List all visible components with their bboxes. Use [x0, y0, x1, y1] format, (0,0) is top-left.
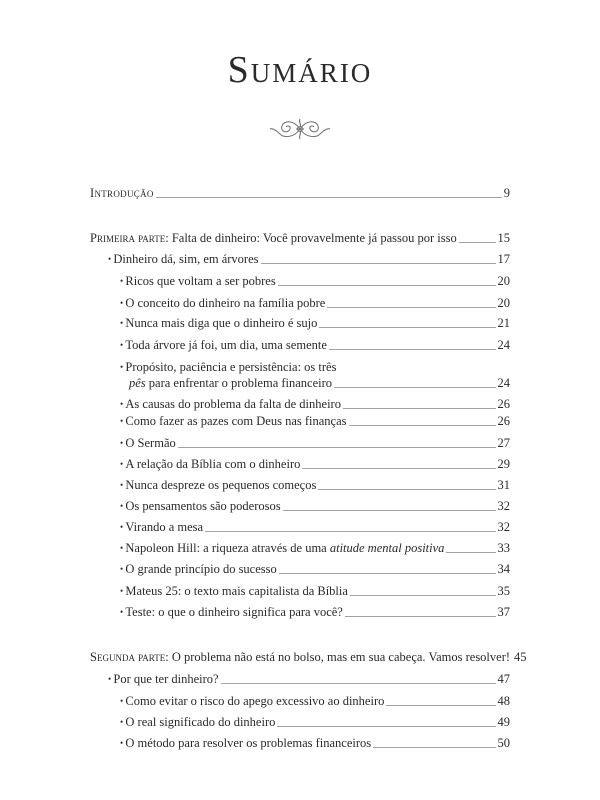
toc-page: 49 [497, 715, 510, 729]
toc-label-italic: pês [129, 376, 146, 390]
toc-entry[interactable] [120, 274, 510, 289]
toc-entry[interactable] [120, 338, 510, 353]
toc-page: 27 [497, 436, 510, 450]
leader-dots [319, 327, 495, 328]
toc-page: 34 [497, 562, 510, 576]
part-title: : Falta de dinheiro: Você provavelmente já passou por isso [165, 231, 457, 245]
toc-entry[interactable] [120, 414, 510, 429]
part-prefix: Segunda parte [90, 650, 166, 664]
page-title: Sumário [227, 49, 373, 91]
leader-dots [283, 510, 496, 511]
leader-dots [349, 425, 496, 426]
toc-entry[interactable] [120, 736, 510, 751]
leader-dots [334, 387, 495, 388]
leader-dots [278, 285, 496, 286]
toc-label: • Como fazer as pazes com Deus nas finanças [120, 414, 347, 429]
toc-entry[interactable] [120, 436, 510, 451]
toc-entry[interactable] [120, 316, 510, 331]
toc-label: • Nunca despreze os pequenos começos [120, 478, 316, 493]
toc-page: 20 [497, 296, 510, 310]
toc-page: 50 [497, 736, 510, 750]
toc-entry[interactable] [108, 252, 510, 267]
leader-dots [277, 726, 495, 727]
toc-page: 32 [497, 520, 510, 534]
leader-dots [327, 307, 495, 308]
leader-dots [178, 447, 496, 448]
toc-entry[interactable] [120, 520, 510, 535]
toc-label: • O Sermão [120, 436, 176, 451]
toc-entry[interactable] [120, 499, 510, 514]
toc-entry[interactable] [120, 478, 510, 493]
toc-label: • Nunca mais diga que o dinheiro é sujo [120, 316, 317, 331]
toc-label: • Toda árvore já foi, um dia, uma semente [120, 338, 327, 353]
leader-dots [459, 242, 496, 243]
toc-page: 26 [497, 414, 510, 428]
toc-label: • Mateus 25: o texto mais capitalista da Bíblia [120, 584, 348, 599]
toc-page: 17 [497, 252, 510, 266]
toc-page: 24 [497, 338, 510, 352]
toc-entry-introducao[interactable] [90, 186, 510, 201]
toc-label: • A relação da Bíblia com o dinheiro [120, 457, 300, 472]
toc-entry[interactable] [120, 541, 510, 556]
toc-entry[interactable] [120, 605, 510, 620]
toc-page: 47 [497, 672, 510, 686]
toc-page: 33 [497, 541, 510, 555]
toc-label: • O real significado do dinheiro [120, 715, 275, 730]
leader-dots [350, 595, 496, 596]
toc-entry[interactable] [120, 296, 510, 311]
toc-entry-primeira-parte[interactable] [90, 231, 510, 246]
toc-page: 24 [497, 376, 510, 390]
toc-page: 9 [503, 186, 510, 200]
toc-entry[interactable] [120, 584, 510, 599]
toc-label: Napoleon Hill: a riqueza através de uma [125, 541, 330, 555]
leader-dots [329, 349, 496, 350]
toc-entry[interactable] [120, 715, 510, 730]
toc-entry[interactable] [108, 672, 510, 687]
toc-label: • Teste: o que o dinheiro significa para você? [120, 605, 343, 620]
toc-label: • O grande princípio do sucesso [120, 562, 277, 577]
leader-dots [386, 705, 495, 706]
part-prefix: Primeira parte [90, 231, 166, 245]
leader-dots [261, 263, 496, 264]
toc-page: 48 [497, 694, 510, 708]
toc-entry-segunda-parte[interactable] [90, 650, 527, 665]
toc-page: 26 [497, 397, 510, 411]
leader-dots [221, 683, 496, 684]
toc-entry-multiline-second[interactable] [129, 376, 510, 391]
toc-page: 35 [497, 584, 510, 598]
leader-dots [318, 489, 495, 490]
toc-label: • Propósito, paciência e persistência: os três [120, 360, 336, 374]
toc-label: • Como evitar o risco do apego excessivo ao dinheiro [120, 694, 384, 709]
toc-label: • Virando a mesa [120, 520, 203, 535]
toc-entry[interactable] [120, 457, 510, 472]
toc-page: 45 [514, 650, 527, 664]
leader-dots [302, 468, 495, 469]
leader-dots [156, 197, 502, 198]
toc-label: Introdução [90, 186, 154, 200]
ornament-icon [268, 114, 332, 144]
toc-label: para enfrentar o problema financeiro [145, 376, 333, 390]
toc-label: • Por que ter dinheiro? [108, 672, 219, 687]
toc-page: 31 [497, 478, 510, 492]
toc-entry-multiline-first[interactable] [120, 360, 510, 375]
part-title: : O problema não está no bolso, mas em sua cabeça. Vamos resolver! [165, 650, 511, 664]
toc-label: • As causas do problema da falta de dinheiro [120, 397, 341, 412]
leader-dots [279, 573, 496, 574]
toc-page: 37 [497, 605, 510, 619]
toc-entry[interactable] [120, 694, 510, 709]
toc-label: • Dinheiro dá, sim, em árvores [108, 252, 259, 267]
toc-label: • Os pensamentos são poderosos [120, 499, 281, 514]
toc-label-italic: atitude mental positiva [329, 541, 445, 555]
toc-page: 15 [497, 231, 510, 245]
leader-dots [343, 408, 496, 409]
toc-page: 29 [497, 457, 510, 471]
leader-dots [373, 747, 495, 748]
leader-dots [446, 552, 495, 553]
toc-page: 20 [497, 274, 510, 288]
toc-entry[interactable] [120, 562, 510, 577]
toc-label: • O conceito do dinheiro na família pobre [120, 296, 325, 311]
toc-page: 21 [497, 316, 510, 330]
toc-label: • Ricos que voltam a ser pobres [120, 274, 276, 289]
toc-page: 32 [497, 499, 510, 513]
toc-entry[interactable] [120, 397, 510, 412]
toc-label: • O método para resolver os problemas financeiros [120, 736, 371, 751]
leader-dots [205, 531, 495, 532]
leader-dots [345, 616, 496, 617]
